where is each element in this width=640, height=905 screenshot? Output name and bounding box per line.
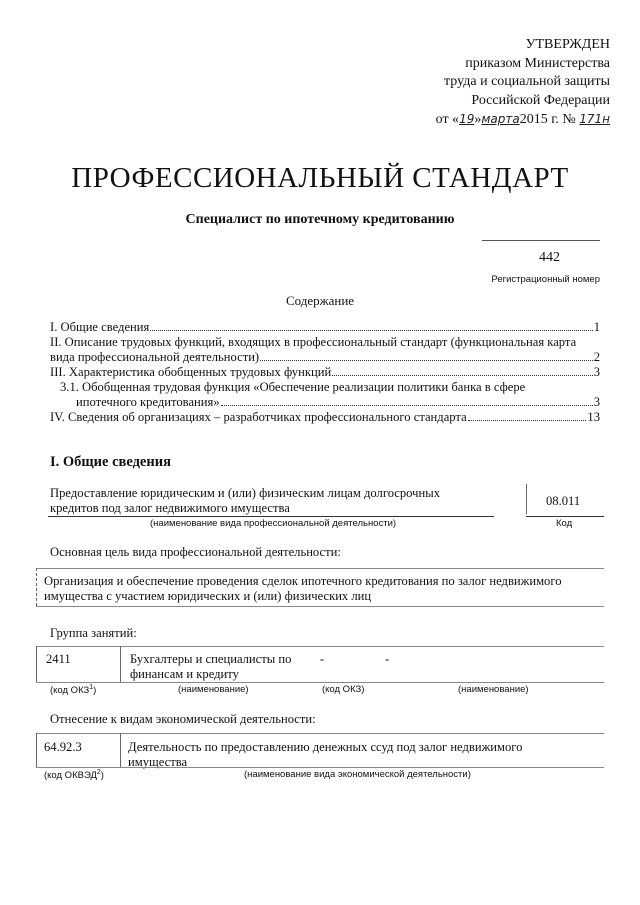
goal-text: [44, 574, 562, 604]
registration-number: 442: [539, 250, 560, 265]
occupation-box-top: [36, 646, 604, 647]
economic-box-bottom: [36, 767, 604, 768]
occupation-divider: [120, 646, 121, 682]
approval-line: труда и социальной защиты: [444, 74, 610, 89]
toc-item-text: III. Характеристика обобщенных трудовых функций: [50, 365, 332, 379]
occupation-name: [130, 652, 291, 682]
toc-item-text: IV. Сведения об организациях – разработчиках профессионального стандарта: [50, 410, 467, 424]
approval-line: Российской Федерации: [471, 92, 610, 108]
standard-subtitle: Специалист по ипотечному кредитованию: [185, 212, 455, 227]
okved-caption-end: ): [100, 770, 104, 782]
footnote-mark: 2: [96, 769, 101, 776]
toc-leader: [150, 330, 592, 331]
toc-item-text: вида профессиональной деятельности): [50, 350, 260, 364]
toc-item[interactable]: [50, 410, 600, 425]
toc-item[interactable]: [50, 380, 600, 395]
economic-name-line: имущества: [128, 755, 188, 769]
code-box-left: [526, 484, 527, 514]
approval-date: [380, 110, 610, 130]
okz-caption-2: (код ОКЗ): [322, 684, 365, 695]
okved-caption: [44, 769, 104, 781]
section-heading: I. Общие сведения: [50, 454, 171, 470]
toc-heading: Содержание: [285, 293, 355, 308]
occupation-name-caption-2: (наименование): [458, 684, 529, 695]
occupation-name-line: Бухгалтеры и специалисты по: [130, 652, 292, 666]
economic-label: Отнесение к видам экономической деятельности:: [50, 712, 316, 726]
okved-code: 64.92.3: [44, 740, 82, 754]
registration-number-box: [482, 240, 600, 271]
toc-item-page: 1: [593, 320, 600, 334]
toc-item[interactable]: [50, 395, 600, 410]
toc-item-text: ипотечного кредитования»: [76, 395, 220, 409]
approval-line: УТВЕРЖДЕН: [525, 37, 610, 52]
activity-name-line: Предоставление юридическим и (или) физическим лицам долгосрочных: [50, 486, 440, 500]
approval-line: приказом Министерства: [465, 55, 610, 71]
occupation-box-bottom: [36, 682, 604, 683]
activity-caption: (наименование вида профессиональной деятельности): [150, 518, 397, 529]
goal-text-line: Организация и обеспечение проведения сделок ипотечного кредитования по залог недвижимого: [44, 574, 562, 588]
okz-caption-text: (код ОКЗ: [50, 685, 90, 697]
toc-item[interactable]: [50, 320, 600, 335]
economic-box-top: [36, 733, 604, 734]
occupation-box-left: [36, 646, 37, 682]
toc-item[interactable]: [50, 350, 600, 365]
goal-box-bottom: [36, 606, 604, 607]
toc-leader: [260, 360, 593, 361]
occupation-code-2: -: [320, 652, 325, 666]
goal-text-line: имущества с участием юридических и (или) физических лиц: [44, 589, 372, 603]
date-day: 19: [459, 112, 475, 126]
okz-caption: [50, 684, 96, 696]
toc-item-page: 13: [587, 410, 600, 424]
activity-name: [50, 486, 490, 516]
activity-code: 08.011: [546, 494, 581, 508]
code-caption: Код: [556, 518, 573, 529]
economic-name-line: Деятельность по предоставлению денежных ссуд под залог недвижимого: [128, 740, 523, 754]
activity-underline: [48, 516, 494, 517]
okz-caption-end: ): [93, 685, 97, 697]
okved-caption-text: (код ОКВЭД: [44, 770, 97, 782]
approval-block: [380, 36, 610, 130]
date-prefix: от «: [435, 112, 460, 127]
toc-item-text: II. Описание трудовых функций, входящих в профессиональный стандарт (функциональная карта: [50, 335, 577, 349]
toc-leader: [221, 405, 593, 406]
economic-name-caption: (наименование вида экономической деятельности): [244, 769, 471, 780]
toc-item-page: 2: [593, 350, 600, 364]
registration-label: Регистрационный номер: [491, 274, 600, 285]
economic-name: [128, 740, 522, 770]
economic-divider: [120, 733, 121, 767]
goal-label: Основная цель вида профессиональной деятельности:: [50, 545, 341, 559]
occupation-code: 2411: [46, 652, 71, 666]
occupation-name-caption: (наименование): [178, 684, 249, 695]
activity-name-line: кредитов под залог недвижимого имущества: [50, 501, 290, 515]
date-month: марта: [481, 112, 520, 126]
economic-box-left: [36, 733, 37, 767]
toc-leader: [332, 375, 593, 376]
occupation-label: Группа занятий:: [50, 626, 137, 640]
toc-leader: [468, 420, 587, 421]
toc-item[interactable]: [50, 335, 600, 350]
occupation-name-line: финансам и кредиту: [130, 667, 239, 681]
goal-box-top: [36, 568, 604, 569]
toc-item[interactable]: [50, 365, 600, 380]
toc-item-page: 3: [593, 395, 600, 409]
goal-box-left: [36, 568, 37, 606]
toc-item-text: I. Общие сведения: [50, 320, 150, 334]
occupation-name-2: -: [385, 652, 390, 666]
date-year: 2015 г. №: [519, 112, 576, 127]
footnote-mark: 1: [89, 684, 94, 691]
date-mid: »: [474, 112, 482, 127]
code-underline: [526, 516, 604, 517]
toc-item-page: 3: [593, 365, 600, 379]
order-number: 171н: [579, 112, 610, 126]
toc-list: [50, 320, 600, 425]
page-title: ПРОФЕССИОНАЛЬНЫЙ СТАНДАРТ: [71, 162, 569, 194]
toc-item-text: 3.1. Обобщенная трудовая функция «Обеспечение реализации политики банка в сфере: [60, 380, 526, 394]
